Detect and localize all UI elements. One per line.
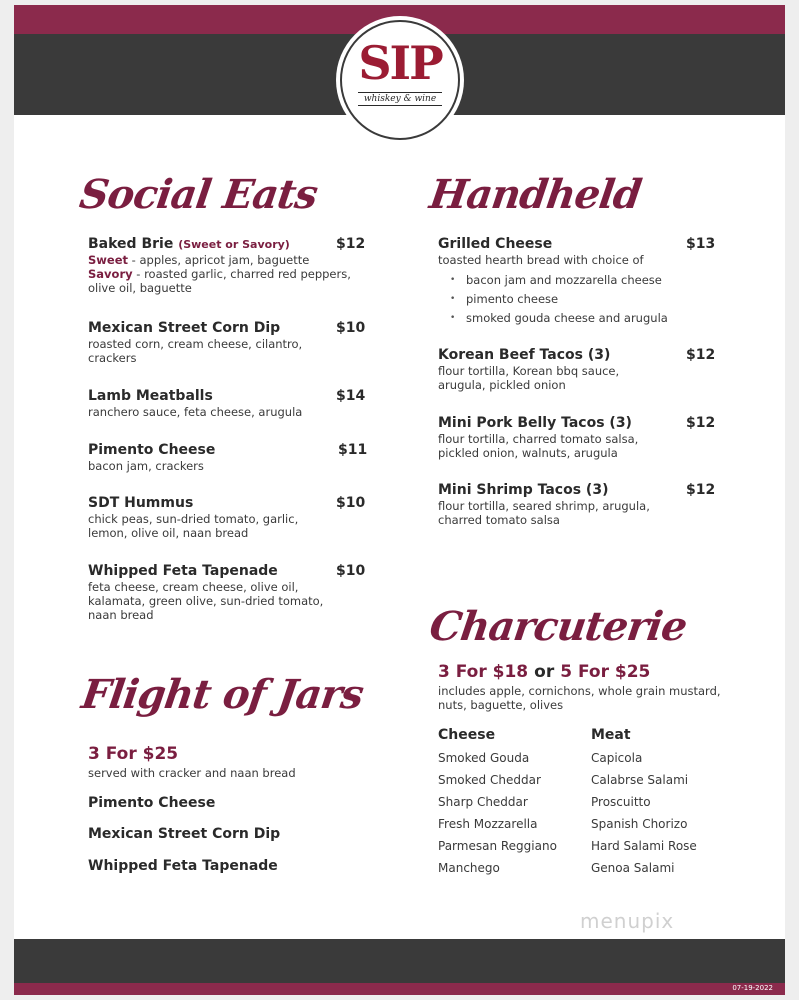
item-desc: ranchero sauce, feta cheese, arugula: [88, 405, 303, 419]
item-name: Mini Shrimp Tacos (3): [438, 482, 609, 498]
item-note: (Sweet or Savory): [178, 238, 290, 251]
sip-logo: [340, 20, 460, 140]
item-desc: toasted hearth bread with choice of: [438, 253, 644, 267]
charcuterie-deal: 3 For $18 or 5 For $25: [438, 662, 651, 682]
social-eats-heading: Social Eats: [76, 171, 320, 218]
item-price: $13: [686, 236, 716, 252]
cheese-item: Fresh Mozzarella: [438, 817, 538, 831]
meat-list: [591, 747, 697, 879]
item-price: $12: [336, 236, 366, 252]
item-name: Pimento Cheese: [88, 442, 216, 458]
cheese-item: Parmesan Reggiano: [438, 839, 557, 853]
option-list: [438, 271, 710, 328]
meat-item: Proscuitto: [591, 795, 651, 809]
item-desc: flour tortilla, seared shrimp, arugula, charred tomato salsa: [438, 499, 650, 527]
item-price: $11: [338, 442, 368, 458]
bottom-maroon-band: [14, 983, 785, 995]
meat-item: Calabrse Salami: [591, 773, 689, 787]
menu-item-whipped-feta: [88, 563, 366, 622]
meat-item: Capicola: [591, 751, 643, 765]
item-name: Mini Pork Belly Tacos (3): [438, 415, 632, 431]
item-desc: chick peas, sun-dried tomato, garlic, lemon, olive oil, naan bread: [88, 512, 299, 540]
cheese-item: Manchego: [438, 861, 500, 875]
jar-item: Pimento Cheese: [88, 795, 216, 811]
menu-item-shrimp-tacos: [438, 482, 716, 527]
cheese-item: Sharp Cheddar: [438, 795, 528, 809]
charcuterie-desc: includes apple, cornichons, whole grain mustard, nuts, baguette, olives: [438, 684, 721, 712]
item-name: Korean Beef Tacos (3): [438, 347, 611, 363]
item-name: Baked Brie (Sweet or Savory): [88, 236, 290, 252]
item-price: $12: [686, 482, 716, 498]
item-name: SDT Hummus: [88, 495, 194, 511]
cheese-item: Smoked Gouda: [438, 751, 530, 765]
bottom-gray-band: [14, 939, 785, 983]
meat-item: Hard Salami Rose: [591, 839, 697, 853]
jars-desc: served with cracker and naan bread: [88, 766, 296, 780]
menu-item-baked-brie: [88, 236, 366, 295]
option-item: • pimento cheese: [438, 290, 710, 309]
cheese-item: Smoked Cheddar: [438, 773, 541, 787]
menu-item-pork-belly-tacos: [438, 415, 716, 460]
option-item: • smoked gouda cheese and arugula: [438, 309, 710, 328]
item-name: Lamb Meatballs: [88, 388, 213, 404]
item-desc-sweet: Sweet - apples, apricot jam, baguette: [88, 253, 310, 267]
logo-tagline: whiskey & wine: [358, 92, 442, 106]
option-item: • bacon jam and mozzarella cheese: [438, 271, 710, 290]
item-price: $14: [336, 388, 366, 404]
item-desc: flour tortilla, Korean bbq sauce, arugula, pickled onion: [438, 364, 620, 392]
menu-item-korean-beef-tacos: [438, 347, 716, 392]
flight-of-jars-heading: Flight of Jars: [78, 671, 366, 718]
item-price: $10: [336, 320, 366, 336]
menu-item-corn-dip: [88, 320, 366, 365]
menupix-watermark: menupix: [580, 909, 675, 933]
meat-item: Genoa Salami: [591, 861, 675, 875]
jar-item: Mexican Street Corn Dip: [88, 826, 281, 842]
menu-item-grilled-cheese: [438, 236, 716, 328]
cheese-header: Cheese: [438, 727, 496, 743]
menu-item-pimento-cheese: [88, 442, 368, 473]
item-price: $12: [686, 347, 716, 363]
handheld-heading: Handheld: [426, 171, 644, 218]
item-name: Grilled Cheese: [438, 236, 553, 252]
item-desc: bacon jam, crackers: [88, 459, 204, 473]
menu-page: [14, 5, 785, 995]
date-stamp: 07-19-2022: [732, 984, 773, 992]
item-price: $10: [336, 495, 366, 511]
item-desc: flour tortilla, charred tomato salsa, pickled onion, walnuts, arugula: [438, 432, 639, 460]
item-name: Mexican Street Corn Dip: [88, 320, 281, 336]
jars-deal: 3 For $25: [88, 744, 179, 764]
item-desc: roasted corn, cream cheese, cilantro, crackers: [88, 337, 303, 365]
item-desc-savory: Savory - roasted garlic, charred red peppers, olive oil, baguette: [88, 267, 351, 295]
item-price: $10: [336, 563, 366, 579]
cheese-list: [438, 747, 557, 879]
menu-item-sdt-hummus: [88, 495, 366, 540]
charcuterie-heading: Charcuterie: [426, 603, 690, 650]
meat-header: Meat: [591, 727, 631, 743]
menu-item-lamb-meatballs: [88, 388, 366, 419]
jar-item: Whipped Feta Tapenade: [88, 858, 278, 874]
item-desc: feta cheese, cream cheese, olive oil, kalamata, green olive, sun-dried tomato, naan bread: [88, 580, 324, 622]
meat-item: Spanish Chorizo: [591, 817, 688, 831]
item-price: $12: [686, 415, 716, 431]
item-name: Whipped Feta Tapenade: [88, 563, 278, 579]
logo-wordmark: SIP: [358, 36, 442, 90]
